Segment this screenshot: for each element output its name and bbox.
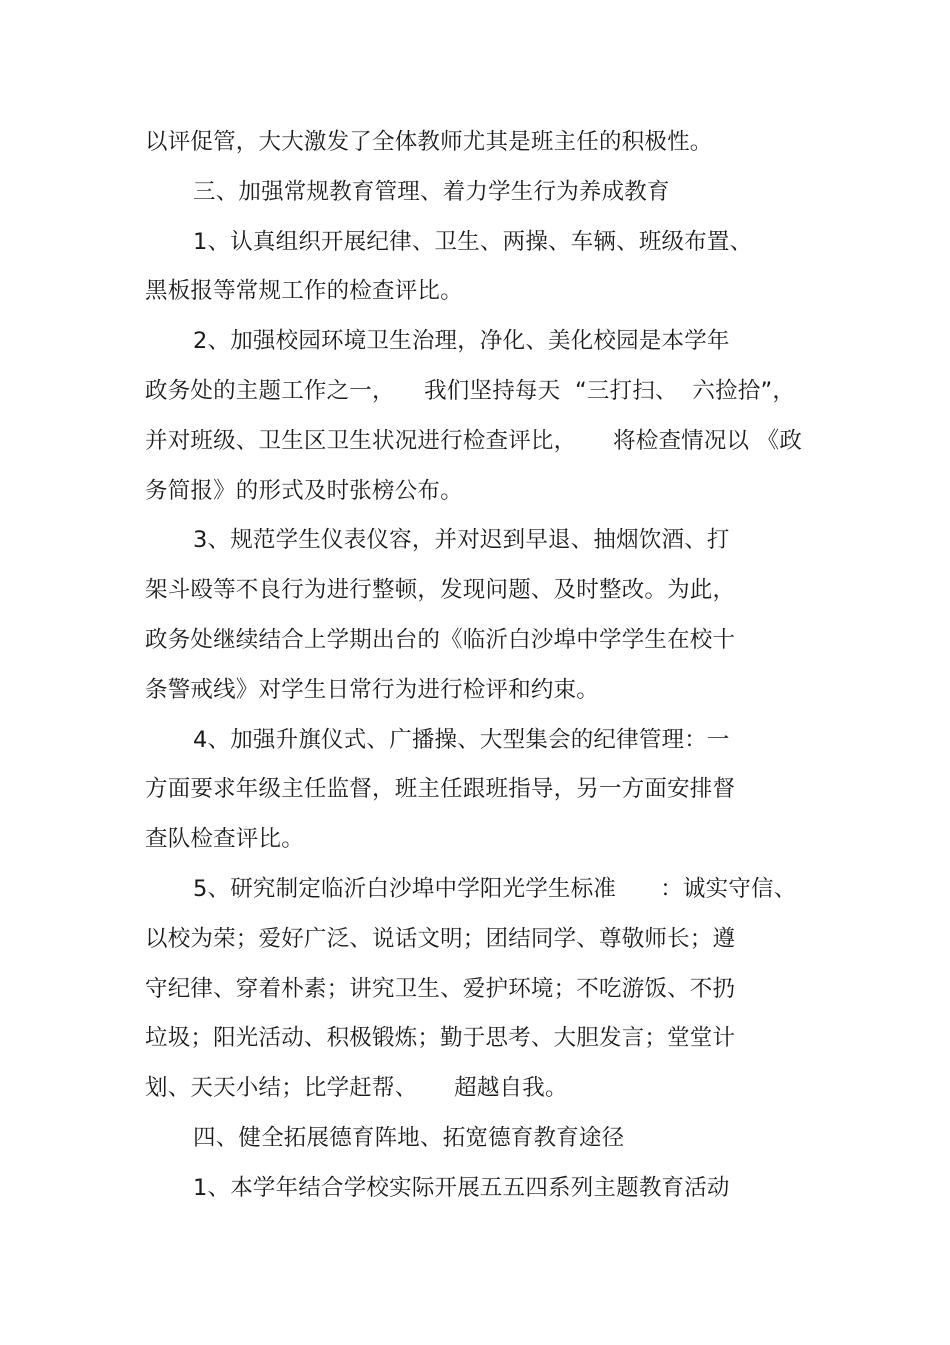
paragraph-line: 1、本学年结合学校实际开展五五四系列主题教育活动: [193, 1175, 730, 1201]
paragraph-line: 垃圾；阳光活动、积极锻炼；勤于思考、大胆发言；堂堂计: [145, 1025, 736, 1051]
paragraph-line: 政务处继续结合上学期出台的《临沂白沙埠中学学生在校十: [145, 627, 736, 653]
paragraph-line: 架斗殴等不良行为进行整顿，发现问题、及时整改。为此，: [145, 577, 736, 603]
paragraph-line: 1、认真组织开展纪律、卫生、两操、车辆、班级布置、: [193, 229, 753, 255]
paragraph-line: 3、规范学生仪表仪容，并对迟到早退、抽烟饮酒、打: [193, 527, 730, 553]
paragraph-line: 条警戒线》对学生日常行为进行检评和约束。: [145, 677, 600, 703]
paragraph-line: 5、研究制定临沂白沙埠中学阳光学生标准 ：诚实守信、: [193, 876, 797, 902]
paragraph-line: 以校为荣；爱好广泛、说话文明；团结同学、尊敬师长；遵: [145, 926, 736, 952]
section-heading: 四、健全拓展德育阵地、拓宽德育教育途径: [193, 1125, 625, 1151]
paragraph-line: 方面要求年级主任监督，班主任跟班指导，另一方面安排督: [145, 776, 736, 802]
section-heading: 三、加强常规教育管理、着力学生行为养成教育: [193, 179, 670, 205]
paragraph-line: 4、加强升旗仪式、广播操、大型集会的纪律管理：一: [193, 727, 730, 753]
paragraph-line: 2、加强校园环境卫生治理，净化、美化校园是本学年: [193, 328, 730, 354]
paragraph-line: 务简报》的形式及时张榜公布。: [145, 478, 463, 504]
paragraph-line: 划、天天小结；比学赶帮、 超越自我。: [145, 1075, 568, 1101]
paragraph-line: 并对班级、卫生区卫生状况进行检查评比， 将检查情况以 《政: [145, 428, 803, 454]
paragraph-line: 政务处的主题工作之一， 我们坚持每天 “三打扫、 六捡拾”，: [145, 378, 796, 404]
paragraph-line: 查队检查评比。: [145, 826, 304, 852]
paragraph-line: 以评促管，大大激发了全体教师尤其是班主任的积极性。: [145, 129, 713, 155]
paragraph-line: 守纪律、穿着朴素；讲究卫生、爱护环境；不吃游饭、不扔: [145, 976, 736, 1002]
paragraph-line: 黑板报等常规工作的检查评比。: [145, 278, 463, 304]
